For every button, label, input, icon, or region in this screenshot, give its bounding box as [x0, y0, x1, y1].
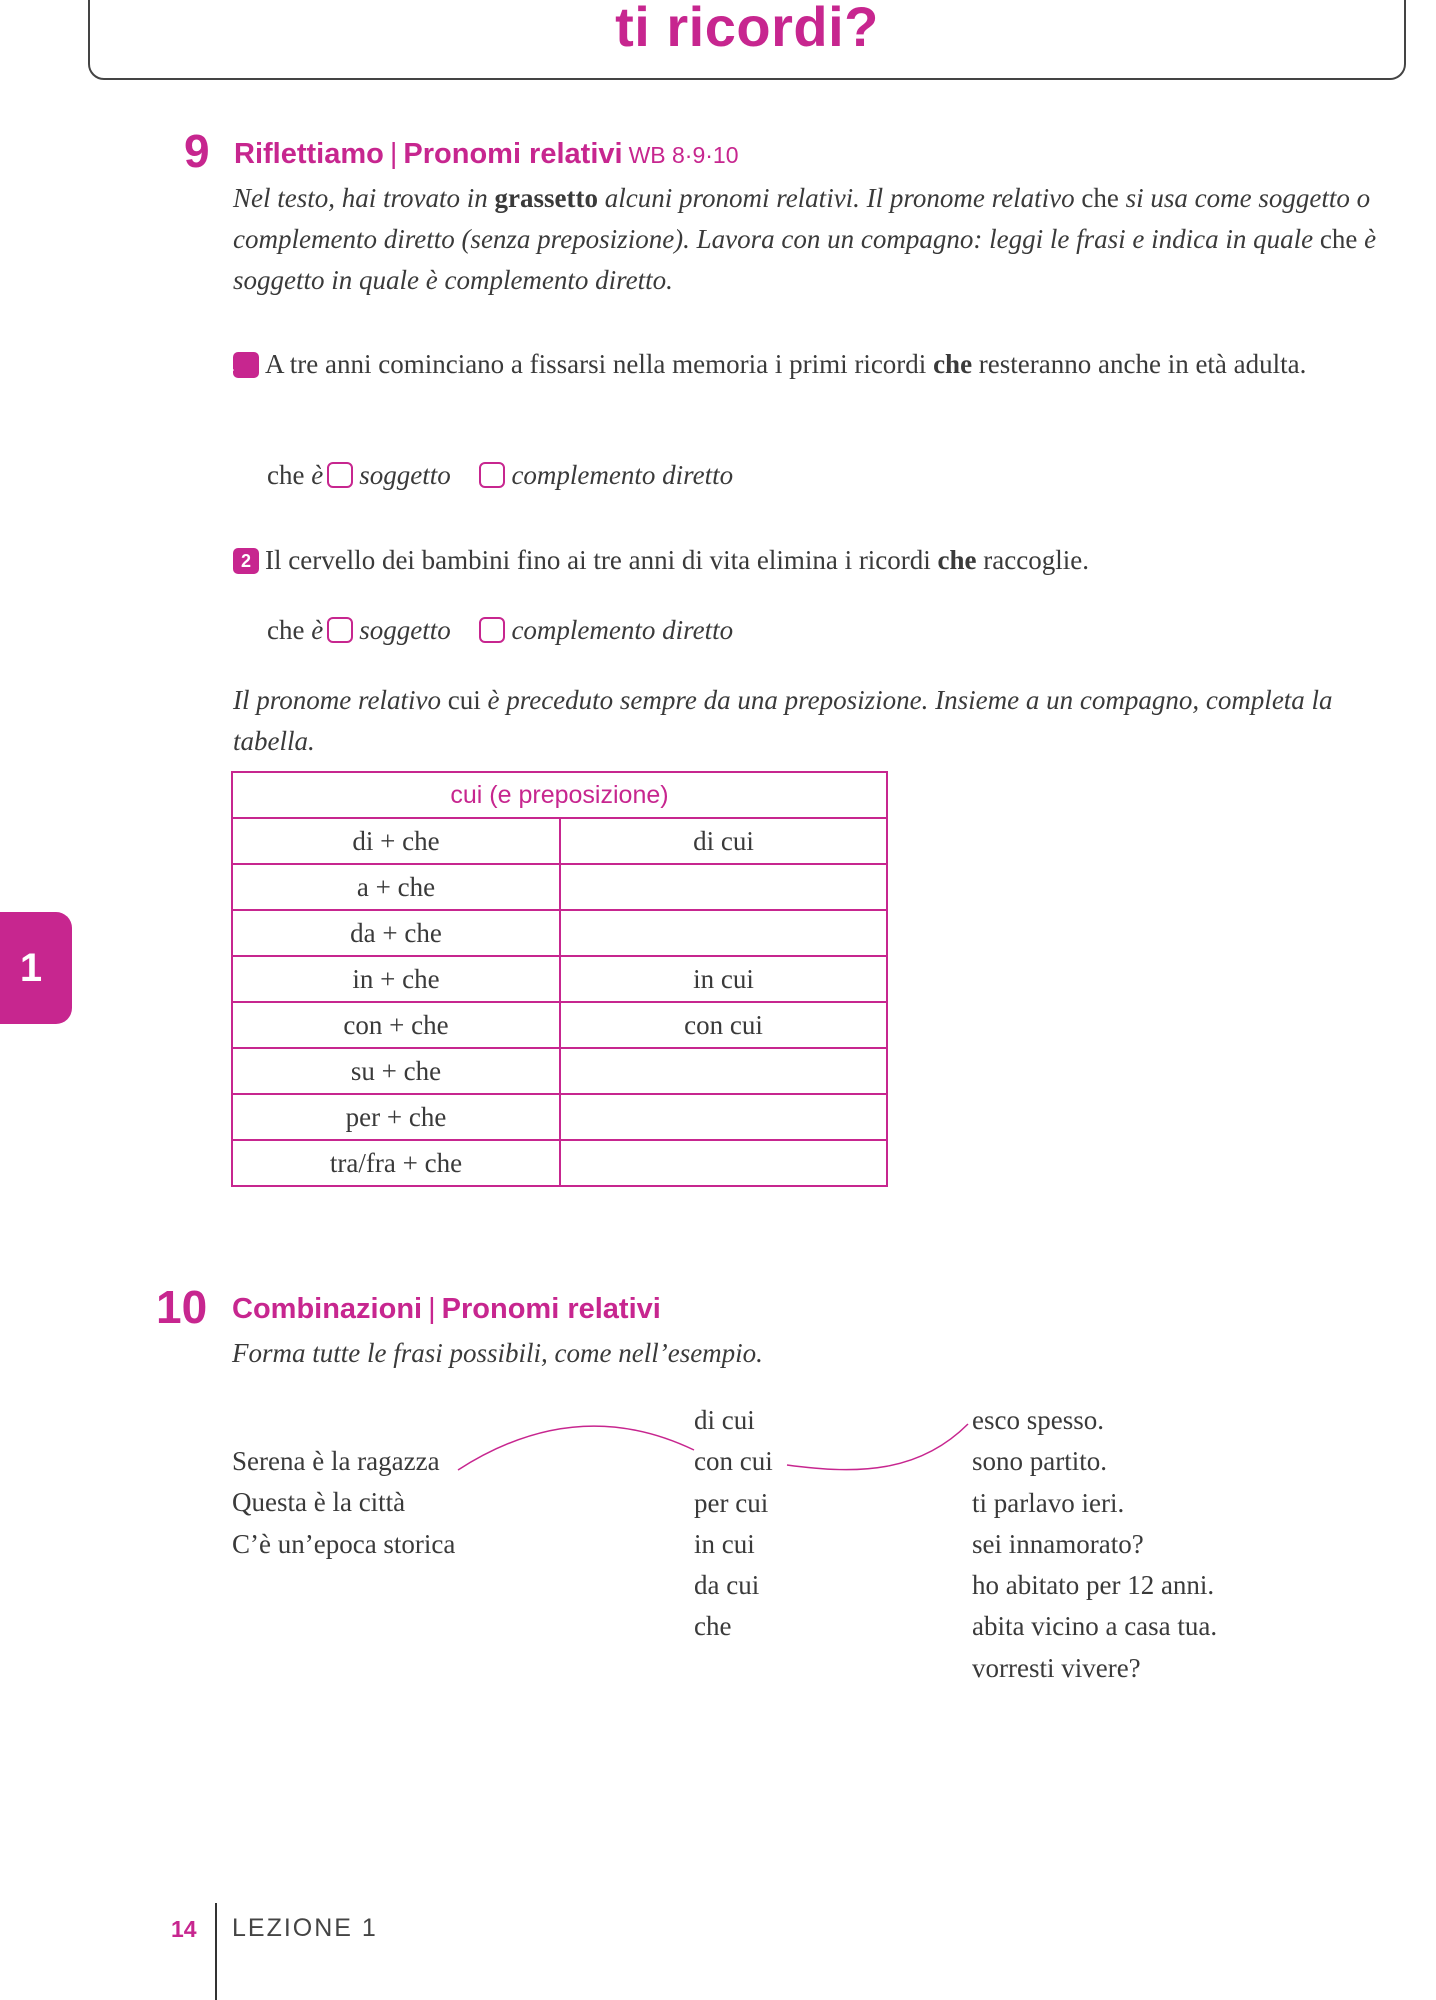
lesson-side-tab [0, 912, 72, 1024]
table-cell-left: da + che [232, 910, 560, 956]
item-1-soggetto-checkbox[interactable] [327, 462, 353, 488]
ending-item: vorresti vivere? [972, 1652, 1141, 1683]
exercise-10-number: 10 [156, 1281, 208, 1333]
table-cell-right[interactable]: in cui [560, 956, 887, 1002]
intro-bold: grassetto [494, 183, 598, 213]
table-cell-left: per + che [232, 1094, 560, 1140]
intro-text-4: è soggetto in quale è complemento diretto. [233, 224, 1377, 295]
exercise-10-subtitle: Pronomi relativi [441, 1293, 661, 1325]
cui-preposition-table [231, 771, 888, 1187]
table-row [232, 1048, 887, 1094]
pronoun-item: di cui [694, 1405, 755, 1435]
intro-text-3: si usa come soggetto o complemento diretto (senza preposizione). Lavora con un compagno: leggi le frasi e indica in quale [233, 183, 1371, 254]
item-2-complemento-checkbox[interactable] [479, 617, 505, 643]
table-cell-right[interactable] [560, 1048, 887, 1094]
intro-che-2: che [1319, 224, 1358, 254]
choice-soggetto-label: soggetto [359, 460, 451, 490]
exercise-10-instruction [232, 1333, 763, 1374]
table-cell-left: su + che [232, 1048, 560, 1094]
choice-soggetto-label: soggetto [359, 615, 451, 645]
pronoun-item: da cui [694, 1570, 760, 1601]
table-row [232, 864, 887, 910]
heading-separator: | [389, 138, 398, 170]
item-1-badge: 1 [233, 352, 259, 378]
table-cell-left: in + che [232, 956, 560, 1002]
exercise-9-subtitle: Pronomi relativi [403, 138, 623, 170]
subject-item: Serena è la ragazza [232, 1446, 440, 1476]
connector-line-subject-to-pronoun [458, 1426, 694, 1470]
table-header: cui (e preposizione) [232, 772, 887, 818]
combination-column-endings [972, 1400, 1217, 1689]
exercise-9-heading [234, 138, 739, 171]
table-row [232, 1140, 887, 1186]
exercise-10-title: Combinazioni [232, 1293, 423, 1325]
item-1-bold: che [933, 349, 973, 379]
exercise-9-number: 9 [184, 125, 210, 177]
table-intro [233, 680, 1413, 762]
pronoun-item: per cui [694, 1487, 769, 1518]
table-cell-right[interactable] [560, 1140, 887, 1186]
table-intro-cui: cui [447, 685, 481, 715]
heading-separator: | [428, 1293, 436, 1325]
choice-che: che [267, 460, 305, 490]
choice-e: è [311, 615, 324, 645]
item-2-bold: che [937, 545, 977, 575]
title-box [88, 0, 1406, 80]
ending-item: ti parlavo ieri. [972, 1487, 1125, 1518]
table-row [232, 1094, 887, 1140]
exercise-9-title: Riflettiamo [234, 138, 384, 170]
combination-column-subjects [232, 1441, 455, 1565]
ending-item: esco spesso. [972, 1405, 1104, 1435]
item-1-choices [267, 455, 733, 496]
table-cell-right[interactable]: con cui [560, 1002, 887, 1048]
table-cell-left: di + che [232, 818, 560, 864]
intro-che: che [1081, 183, 1119, 213]
subject-item: C’è un’epoca storica [232, 1528, 456, 1559]
exercise-9-item-2 [233, 540, 1363, 581]
pronoun-item: con cui [694, 1446, 773, 1477]
table-cell-left: a + che [232, 864, 560, 910]
choice-e: è [311, 460, 324, 490]
item-2-text: Il cervello dei bambini fino ai tre anni di vita elimina i ricordi [265, 545, 938, 575]
exercise-10-heading [232, 1293, 661, 1326]
table-cell-left: con + che [232, 1002, 560, 1048]
ending-item: sei innamorato? [972, 1528, 1144, 1559]
ending-item: ho abitato per 12 anni. [972, 1570, 1215, 1601]
item-1-text-end: resteranno anche in età adulta. [972, 349, 1307, 379]
choice-che: che [267, 615, 305, 645]
table-row [232, 956, 887, 1002]
connector-line-pronoun-to-ending [787, 1424, 968, 1470]
table-cell-right[interactable] [560, 864, 887, 910]
ending-item: sono partito. [972, 1446, 1107, 1477]
workbook-reference: WB 8·9·10 [628, 142, 739, 168]
item-2-badge: 2 [233, 548, 259, 574]
table-cell-right[interactable]: di cui [560, 818, 887, 864]
intro-text-2: alcuni pronomi relativi. Il pronome relativo [597, 183, 1082, 213]
ending-item: abita vicino a casa tua. [972, 1611, 1218, 1642]
item-1-text: A tre anni cominciano a fissarsi nella memoria i primi ricordi [265, 349, 934, 379]
choice-complemento-label: complemento diretto [511, 460, 734, 490]
footer-divider [215, 1903, 217, 2000]
subject-item: Questa è la città [232, 1487, 406, 1518]
choice-complemento-label: complemento diretto [511, 615, 734, 645]
table-intro-text-1: Il pronome relativo [233, 685, 448, 715]
table-cell-right[interactable] [560, 910, 887, 956]
table-cell-left: tra/fra + che [232, 1140, 560, 1186]
exercise-9-item-1 [223, 344, 1397, 385]
instruction-text: Forma tutte le frasi possibili, come nell’esempio. [232, 1338, 763, 1368]
combination-column-pronouns [694, 1400, 773, 1648]
table-intro-text-2: è preceduto sempre da una preposizione. Insieme a un compagno, completa la tabella. [233, 685, 1333, 756]
exercise-9-intro [233, 178, 1413, 301]
lesson-tab-label: 1 [19, 945, 43, 990]
lesson-label: LEZIONE 1 [232, 1914, 378, 1942]
item-2-text-end: raccoglie. [976, 545, 1089, 575]
table-cell-right[interactable] [560, 1094, 887, 1140]
page-title: ti ricordi? [615, 0, 879, 58]
pronoun-item: in cui [694, 1528, 755, 1559]
intro-text-1: Nel testo, hai trovato in [233, 183, 495, 213]
page-number: 14 [171, 1916, 197, 1942]
table-row [232, 818, 887, 864]
table-row [232, 910, 887, 956]
table-row [232, 1002, 887, 1048]
item-2-soggetto-checkbox[interactable] [327, 617, 353, 643]
item-2-choices [267, 610, 733, 651]
table-header-row [232, 772, 887, 818]
pronoun-item: che [694, 1611, 732, 1642]
item-1-complemento-checkbox[interactable] [479, 462, 505, 488]
